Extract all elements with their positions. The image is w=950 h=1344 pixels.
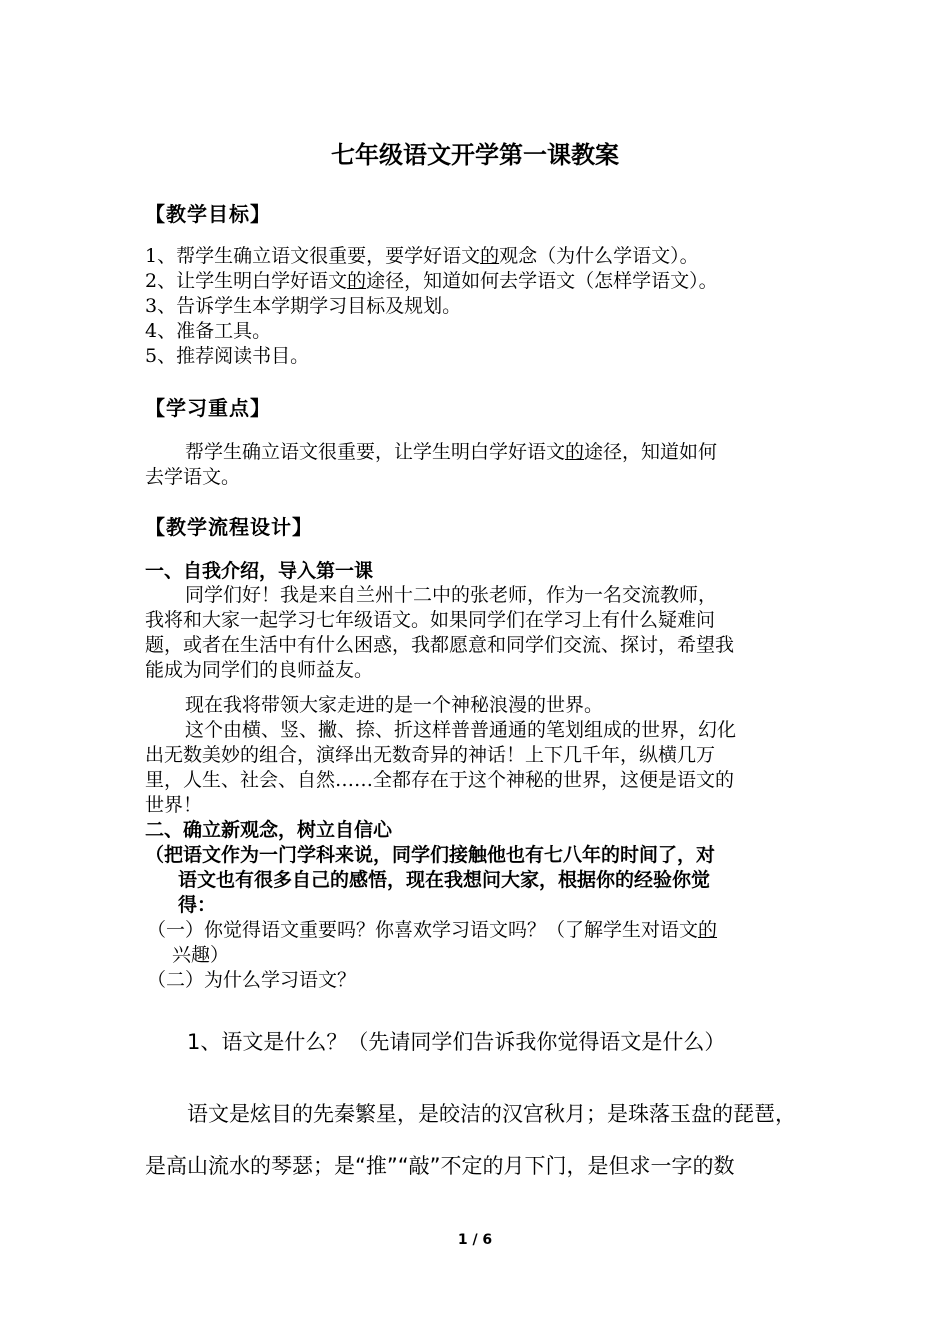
goal-item: 4、准备工具。 [145, 320, 272, 342]
paragraph-line: 出无数美妙的组合，演绎出无数奇异的神话！上下几千年，纵横几万 [145, 744, 716, 766]
key-point-line [185, 440, 717, 465]
subheading-what-is-chinese: 1、语文是什么？（先请同学们告诉我你觉得语文是什么） [187, 1030, 726, 1054]
goal-underlined: 的 [347, 270, 367, 292]
goal-item: 5、推荐阅读书目。 [145, 345, 310, 367]
bold-paragraph-line: 得： [178, 894, 217, 916]
goal-item: 3、告诉学生本学期学习目标及规划。 [145, 295, 462, 317]
paragraph-line: 世界！ [145, 794, 203, 816]
page-title: 七年级语文开学第一课教案 [331, 141, 619, 169]
page-number: 1 / 6 [457, 1232, 493, 1248]
paragraph-line: 题，或者在生活中有什么困惑，我都愿意和同学们交流、探讨，希望我 [145, 634, 735, 656]
goal-item [145, 269, 718, 294]
paragraph-line: 同学们好！我是来自兰州十二中的张老师，作为一名交流教师， [185, 584, 718, 606]
question-line: 兴趣） [172, 944, 230, 966]
goal-underlined: 的 [480, 245, 500, 267]
paragraph-line: 是高山流水的琴瑟；是“推”“敲”不定的月下门，是但求一字的数 [145, 1154, 735, 1178]
goal-item [145, 244, 699, 269]
goal-text: 2、让学生明白学好语文 [145, 270, 348, 292]
heading-key-points: 【学习重点】 [145, 396, 271, 420]
heading-teaching-goals: 【教学目标】 [145, 202, 271, 226]
question-line [147, 918, 717, 943]
heading-teaching-flow: 【教学流程设计】 [145, 515, 313, 539]
paragraph-line: 这个由横、竖、撇、捺、折这样普普通通的笔划组成的世界，幻化 [185, 719, 737, 741]
key-underlined: 的 [565, 441, 585, 463]
section-heading: 一、自我介绍，导入第一课 [145, 560, 374, 582]
bold-paragraph-line: 语文也有很多自己的感悟，现在我想问大家，根据你的经验你觉 [178, 869, 711, 891]
section-heading: 二、确立新观念，树立自信心 [145, 819, 393, 841]
key-point-line: 去学语文。 [145, 466, 241, 488]
bold-paragraph-line: （把语文作为一门学科来说，同学们接触他也有七八年的时间了，对 [145, 844, 716, 866]
paragraph-line: 现在我将带领大家走进的是一个神秘浪漫的世界。 [185, 694, 604, 716]
key-text: 途径，知道如何 [584, 441, 718, 463]
paragraph-line: 能成为同学们的良师益友。 [145, 659, 374, 681]
question-underlined: 的 [698, 919, 718, 941]
key-text: 帮学生确立语文很重要，让学生明白学好语文 [185, 441, 566, 463]
paragraph-line: 语文是炫目的先秦繁星，是皎洁的汉宫秋月；是珠落玉盘的琵琶， [187, 1102, 796, 1126]
paragraph-line: 我将和大家一起学习七年级语文。如果同学们在学习上有什么疑难问 [145, 609, 716, 631]
goal-text: 观念（为什么学语文）。 [499, 245, 699, 267]
goal-text: 途径，知道如何去学语文（怎样学语文）。 [366, 270, 718, 292]
question-line: （二）为什么学习语文？ [147, 969, 357, 991]
goal-text: 1、帮学生确立语文很重要，要学好语文 [145, 245, 481, 267]
question-text: （一）你觉得语文重要吗？你喜欢学习语文吗？（了解学生对语文 [147, 919, 699, 941]
paragraph-line: 里，人生、社会、自然……全都存在于这个神秘的世界，这便是语文的 [145, 769, 735, 791]
